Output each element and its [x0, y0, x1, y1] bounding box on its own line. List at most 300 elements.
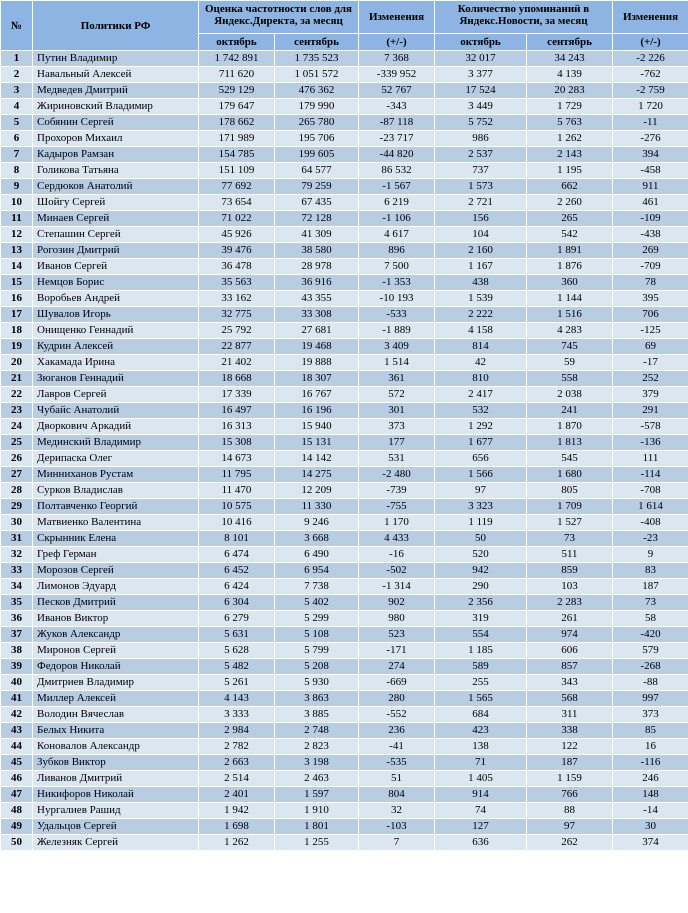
table-row [1, 211, 688, 227]
direct-october-cell: 4 143 [199, 691, 275, 707]
table-row [1, 51, 688, 67]
direct-october-cell: 39 476 [199, 243, 275, 259]
direct-october-cell: 2 401 [199, 787, 275, 803]
table-row [1, 147, 688, 163]
news-october-cell: 656 [435, 451, 527, 467]
row-number-cell: 5 [1, 115, 33, 131]
table-row [1, 339, 688, 355]
direct-september-cell: 33 308 [275, 307, 359, 323]
direct-september-cell: 19 888 [275, 355, 359, 371]
news-september-cell: 974 [527, 627, 613, 643]
direct-change-cell: 177 [359, 435, 435, 451]
direct-change-cell: -10 193 [359, 291, 435, 307]
direct-change-cell: 361 [359, 371, 435, 387]
table-row [1, 787, 688, 803]
news-october-cell: 1 119 [435, 515, 527, 531]
direct-september-cell: 16 196 [275, 403, 359, 419]
direct-september-cell: 27 681 [275, 323, 359, 339]
direct-september-cell: 15 940 [275, 419, 359, 435]
row-number-cell: 17 [1, 307, 33, 323]
news-change-cell: 85 [613, 723, 688, 739]
news-change-cell: 269 [613, 243, 688, 259]
row-number-cell: 10 [1, 195, 33, 211]
news-october-cell: 290 [435, 579, 527, 595]
news-september-cell: 360 [527, 275, 613, 291]
politician-name-cell: Зюганов Геннадий [33, 371, 199, 387]
direct-change-cell: -23 717 [359, 131, 435, 147]
politician-name-cell: Голикова Татьяна [33, 163, 199, 179]
direct-october-cell: 16 313 [199, 419, 275, 435]
table-row [1, 435, 688, 451]
table-row [1, 371, 688, 387]
direct-change-cell: -339 952 [359, 67, 435, 83]
header-changes-news: Изменения [613, 1, 688, 34]
row-number-cell: 2 [1, 67, 33, 83]
direct-september-cell: 12 209 [275, 483, 359, 499]
direct-change-cell: -171 [359, 643, 435, 659]
news-october-cell: 3 377 [435, 67, 527, 83]
direct-change-cell: 4 433 [359, 531, 435, 547]
news-september-cell: 261 [527, 611, 613, 627]
table-row [1, 499, 688, 515]
direct-september-cell: 11 330 [275, 499, 359, 515]
politician-name-cell: Песков Дмитрий [33, 595, 199, 611]
row-number-cell: 28 [1, 483, 33, 499]
direct-september-cell: 19 468 [275, 339, 359, 355]
table-body [1, 51, 688, 851]
news-october-cell: 4 158 [435, 323, 527, 339]
news-october-cell: 1 185 [435, 643, 527, 659]
row-number-cell: 34 [1, 579, 33, 595]
row-number-cell: 32 [1, 547, 33, 563]
politician-name-cell: Онищенко Геннадий [33, 323, 199, 339]
news-october-cell: 554 [435, 627, 527, 643]
news-october-cell: 1 677 [435, 435, 527, 451]
news-october-cell: 1 566 [435, 467, 527, 483]
news-september-cell: 262 [527, 835, 613, 851]
header-direct-september: сентябрь [275, 34, 359, 51]
politician-name-cell: Кудрин Алексей [33, 339, 199, 355]
direct-october-cell: 2 782 [199, 739, 275, 755]
direct-change-cell: -533 [359, 307, 435, 323]
table-row [1, 83, 688, 99]
politician-name-cell: Жуков Александр [33, 627, 199, 643]
row-number-cell: 29 [1, 499, 33, 515]
news-september-cell: 558 [527, 371, 613, 387]
table-row [1, 515, 688, 531]
header-direct-group: Оценка частотности слов для Яндекс.Директа, за месяц [199, 1, 359, 34]
direct-october-cell: 8 101 [199, 531, 275, 547]
header-direct-october: октябрь [199, 34, 275, 51]
politician-name-cell: Миллер Алексей [33, 691, 199, 707]
row-number-cell: 36 [1, 611, 33, 627]
news-october-cell: 1 539 [435, 291, 527, 307]
direct-change-cell: 373 [359, 419, 435, 435]
direct-september-cell: 195 706 [275, 131, 359, 147]
direct-september-cell: 14 142 [275, 451, 359, 467]
row-number-cell: 25 [1, 435, 33, 451]
direct-change-cell: 4 617 [359, 227, 435, 243]
table-row [1, 291, 688, 307]
news-change-cell: 187 [613, 579, 688, 595]
politician-name-cell: Коновалов Александр [33, 739, 199, 755]
row-number-cell: 50 [1, 835, 33, 851]
news-october-cell: 2 160 [435, 243, 527, 259]
direct-october-cell: 11 470 [199, 483, 275, 499]
news-september-cell: 311 [527, 707, 613, 723]
news-september-cell: 1 891 [527, 243, 613, 259]
direct-september-cell: 16 767 [275, 387, 359, 403]
politician-name-cell: Никифоров Николай [33, 787, 199, 803]
news-october-cell: 1 292 [435, 419, 527, 435]
news-october-cell: 2 356 [435, 595, 527, 611]
direct-september-cell: 3 668 [275, 531, 359, 547]
direct-change-cell: -1 106 [359, 211, 435, 227]
news-change-cell: -709 [613, 259, 688, 275]
politician-name-cell: Чубайс Анатолий [33, 403, 199, 419]
table-row [1, 67, 688, 83]
news-change-cell: 579 [613, 643, 688, 659]
direct-september-cell: 7 738 [275, 579, 359, 595]
table-row [1, 691, 688, 707]
news-september-cell: 4 283 [527, 323, 613, 339]
news-change-cell: -408 [613, 515, 688, 531]
news-change-cell: -88 [613, 675, 688, 691]
politician-name-cell: Удальцов Сергей [33, 819, 199, 835]
politician-name-cell: Кадыров Рамзан [33, 147, 199, 163]
news-change-cell: 1 720 [613, 99, 688, 115]
table-row [1, 115, 688, 131]
direct-change-cell: 86 532 [359, 163, 435, 179]
politician-name-cell: Иванов Сергей [33, 259, 199, 275]
news-change-cell: 373 [613, 707, 688, 723]
politician-name-cell: Рогозин Дмитрий [33, 243, 199, 259]
row-number-cell: 47 [1, 787, 33, 803]
news-change-cell: 911 [613, 179, 688, 195]
news-september-cell: 20 283 [527, 83, 613, 99]
news-october-cell: 17 524 [435, 83, 527, 99]
news-october-cell: 3 323 [435, 499, 527, 515]
news-change-cell: -708 [613, 483, 688, 499]
politician-name-cell: Володин Вячеслав [33, 707, 199, 723]
direct-september-cell: 5 402 [275, 595, 359, 611]
direct-october-cell: 21 402 [199, 355, 275, 371]
news-change-cell: -420 [613, 627, 688, 643]
politician-name-cell: Скрынник Елена [33, 531, 199, 547]
row-number-cell: 40 [1, 675, 33, 691]
direct-change-cell: 523 [359, 627, 435, 643]
direct-change-cell: 51 [359, 771, 435, 787]
direct-october-cell: 10 575 [199, 499, 275, 515]
news-september-cell: 122 [527, 739, 613, 755]
news-october-cell: 2 537 [435, 147, 527, 163]
direct-september-cell: 1 910 [275, 803, 359, 819]
direct-september-cell: 38 580 [275, 243, 359, 259]
direct-september-cell: 28 978 [275, 259, 359, 275]
table-row [1, 739, 688, 755]
news-september-cell: 343 [527, 675, 613, 691]
direct-september-cell: 199 605 [275, 147, 359, 163]
news-october-cell: 810 [435, 371, 527, 387]
politician-name-cell: Медведев Дмитрий [33, 83, 199, 99]
news-october-cell: 71 [435, 755, 527, 771]
row-number-cell: 14 [1, 259, 33, 275]
news-september-cell: 859 [527, 563, 613, 579]
news-change-cell: 78 [613, 275, 688, 291]
politician-name-cell: Воробьев Андрей [33, 291, 199, 307]
direct-october-cell: 5 628 [199, 643, 275, 659]
politician-name-cell: Немцов Борис [33, 275, 199, 291]
news-change-cell: -11 [613, 115, 688, 131]
direct-change-cell: -16 [359, 547, 435, 563]
row-number-cell: 7 [1, 147, 33, 163]
row-number-cell: 11 [1, 211, 33, 227]
news-october-cell: 50 [435, 531, 527, 547]
direct-october-cell: 2 514 [199, 771, 275, 787]
row-number-cell: 23 [1, 403, 33, 419]
news-october-cell: 1 573 [435, 179, 527, 195]
direct-change-cell: 301 [359, 403, 435, 419]
direct-october-cell: 17 339 [199, 387, 275, 403]
direct-change-cell: 236 [359, 723, 435, 739]
row-number-cell: 31 [1, 531, 33, 547]
news-september-cell: 265 [527, 211, 613, 227]
row-number-cell: 13 [1, 243, 33, 259]
news-change-cell: -438 [613, 227, 688, 243]
table-row [1, 563, 688, 579]
news-change-cell: -114 [613, 467, 688, 483]
direct-change-cell: -1 567 [359, 179, 435, 195]
news-october-cell: 104 [435, 227, 527, 243]
direct-october-cell: 529 129 [199, 83, 275, 99]
row-number-cell: 44 [1, 739, 33, 755]
politician-name-cell: Ливанов Дмитрий [33, 771, 199, 787]
news-september-cell: 4 139 [527, 67, 613, 83]
news-october-cell: 2 222 [435, 307, 527, 323]
politician-name-cell: Минаев Сергей [33, 211, 199, 227]
politician-name-cell: Лавров Сергей [33, 387, 199, 403]
direct-october-cell: 77 692 [199, 179, 275, 195]
news-september-cell: 1 680 [527, 467, 613, 483]
news-october-cell: 42 [435, 355, 527, 371]
row-number-cell: 12 [1, 227, 33, 243]
news-change-cell: -2 226 [613, 51, 688, 67]
news-october-cell: 5 752 [435, 115, 527, 131]
politician-name-cell: Нургалиев Рашид [33, 803, 199, 819]
table-row [1, 419, 688, 435]
news-september-cell: 2 260 [527, 195, 613, 211]
news-october-cell: 2 721 [435, 195, 527, 211]
news-september-cell: 857 [527, 659, 613, 675]
direct-october-cell: 33 162 [199, 291, 275, 307]
table-row [1, 179, 688, 195]
direct-change-cell: 274 [359, 659, 435, 675]
direct-change-cell: -755 [359, 499, 435, 515]
news-september-cell: 88 [527, 803, 613, 819]
news-october-cell: 423 [435, 723, 527, 739]
direct-october-cell: 6 279 [199, 611, 275, 627]
news-october-cell: 520 [435, 547, 527, 563]
politician-name-cell: Сердюков Анатолий [33, 179, 199, 195]
news-september-cell: 1 709 [527, 499, 613, 515]
direct-september-cell: 5 799 [275, 643, 359, 659]
direct-change-cell: -44 820 [359, 147, 435, 163]
news-september-cell: 97 [527, 819, 613, 835]
news-change-cell: 379 [613, 387, 688, 403]
news-october-cell: 438 [435, 275, 527, 291]
direct-september-cell: 265 780 [275, 115, 359, 131]
direct-october-cell: 151 109 [199, 163, 275, 179]
direct-october-cell: 32 775 [199, 307, 275, 323]
news-change-cell: -762 [613, 67, 688, 83]
news-september-cell: 662 [527, 179, 613, 195]
politician-name-cell: Хакамада Ирина [33, 355, 199, 371]
news-september-cell: 1 729 [527, 99, 613, 115]
news-change-cell: -268 [613, 659, 688, 675]
direct-october-cell: 10 416 [199, 515, 275, 531]
direct-october-cell: 171 989 [199, 131, 275, 147]
table-header [1, 1, 688, 51]
table-row [1, 259, 688, 275]
direct-september-cell: 3 863 [275, 691, 359, 707]
news-october-cell: 255 [435, 675, 527, 691]
direct-september-cell: 6 490 [275, 547, 359, 563]
direct-change-cell: -739 [359, 483, 435, 499]
header-news-group: Количество упоминаний в Яндекс.Новости, за месяц [435, 1, 613, 34]
direct-october-cell: 179 647 [199, 99, 275, 115]
direct-september-cell: 5 299 [275, 611, 359, 627]
direct-september-cell: 36 916 [275, 275, 359, 291]
table-row [1, 275, 688, 291]
politician-name-cell: Жириновский Владимир [33, 99, 199, 115]
row-number-cell: 30 [1, 515, 33, 531]
news-change-cell: 1 614 [613, 499, 688, 515]
news-september-cell: 805 [527, 483, 613, 499]
direct-october-cell: 2 984 [199, 723, 275, 739]
row-number-cell: 39 [1, 659, 33, 675]
table-row [1, 723, 688, 739]
row-number-cell: 4 [1, 99, 33, 115]
row-number-cell: 46 [1, 771, 33, 787]
header-changes-direct: Изменения [359, 1, 435, 34]
row-number-cell: 38 [1, 643, 33, 659]
news-september-cell: 1 813 [527, 435, 613, 451]
direct-october-cell: 5 482 [199, 659, 275, 675]
direct-september-cell: 41 309 [275, 227, 359, 243]
row-number-cell: 48 [1, 803, 33, 819]
news-september-cell: 2 143 [527, 147, 613, 163]
row-number-cell: 37 [1, 627, 33, 643]
table-row [1, 819, 688, 835]
table-row [1, 595, 688, 611]
direct-october-cell: 11 795 [199, 467, 275, 483]
table-row [1, 547, 688, 563]
politician-name-cell: Железняк Сергей [33, 835, 199, 851]
politician-name-cell: Греф Герман [33, 547, 199, 563]
header-news-october: октябрь [435, 34, 527, 51]
row-number-cell: 33 [1, 563, 33, 579]
direct-september-cell: 14 275 [275, 467, 359, 483]
news-change-cell: -458 [613, 163, 688, 179]
row-number-cell: 41 [1, 691, 33, 707]
politician-name-cell: Навальный Алексей [33, 67, 199, 83]
row-number-cell: 19 [1, 339, 33, 355]
table-row [1, 755, 688, 771]
direct-change-cell: -535 [359, 755, 435, 771]
direct-september-cell: 2 463 [275, 771, 359, 787]
news-change-cell: 706 [613, 307, 688, 323]
direct-september-cell: 6 954 [275, 563, 359, 579]
news-september-cell: 73 [527, 531, 613, 547]
table-row [1, 675, 688, 691]
direct-change-cell: 804 [359, 787, 435, 803]
politician-name-cell: Матвиенко Валентина [33, 515, 199, 531]
direct-october-cell: 1 742 891 [199, 51, 275, 67]
news-change-cell: -276 [613, 131, 688, 147]
row-number-cell: 27 [1, 467, 33, 483]
direct-change-cell: 896 [359, 243, 435, 259]
direct-october-cell: 5 261 [199, 675, 275, 691]
header-direct-plus-minus: (+/-) [359, 34, 435, 51]
header-news-september: сентябрь [527, 34, 613, 51]
row-number-cell: 24 [1, 419, 33, 435]
table-row [1, 131, 688, 147]
row-number-cell: 42 [1, 707, 33, 723]
direct-october-cell: 6 424 [199, 579, 275, 595]
table-row [1, 227, 688, 243]
news-change-cell: -2 759 [613, 83, 688, 99]
news-change-cell: 395 [613, 291, 688, 307]
news-change-cell: 291 [613, 403, 688, 419]
direct-september-cell: 5 208 [275, 659, 359, 675]
row-number-cell: 45 [1, 755, 33, 771]
news-change-cell: 83 [613, 563, 688, 579]
news-september-cell: 34 243 [527, 51, 613, 67]
row-number-cell: 6 [1, 131, 33, 147]
table-row [1, 387, 688, 403]
row-number-cell: 3 [1, 83, 33, 99]
news-change-cell: 148 [613, 787, 688, 803]
table-row [1, 323, 688, 339]
header-politician: Политики РФ [33, 1, 199, 51]
politician-name-cell: Сурков Владислав [33, 483, 199, 499]
direct-october-cell: 35 563 [199, 275, 275, 291]
row-number-cell: 22 [1, 387, 33, 403]
row-number-cell: 21 [1, 371, 33, 387]
table-row [1, 627, 688, 643]
direct-october-cell: 711 620 [199, 67, 275, 83]
header-number: № [1, 1, 33, 51]
direct-october-cell: 1 262 [199, 835, 275, 851]
direct-change-cell: 6 219 [359, 195, 435, 211]
news-september-cell: 1 870 [527, 419, 613, 435]
news-change-cell: 394 [613, 147, 688, 163]
news-change-cell: 16 [613, 739, 688, 755]
row-number-cell: 26 [1, 451, 33, 467]
table-row [1, 803, 688, 819]
direct-september-cell: 1 801 [275, 819, 359, 835]
direct-change-cell: -2 480 [359, 467, 435, 483]
direct-september-cell: 1 597 [275, 787, 359, 803]
direct-change-cell: -41 [359, 739, 435, 755]
direct-october-cell: 1 942 [199, 803, 275, 819]
news-change-cell: -578 [613, 419, 688, 435]
news-october-cell: 127 [435, 819, 527, 835]
direct-change-cell: 32 [359, 803, 435, 819]
row-number-cell: 49 [1, 819, 33, 835]
news-change-cell: -17 [613, 355, 688, 371]
politician-name-cell: Путин Владимир [33, 51, 199, 67]
